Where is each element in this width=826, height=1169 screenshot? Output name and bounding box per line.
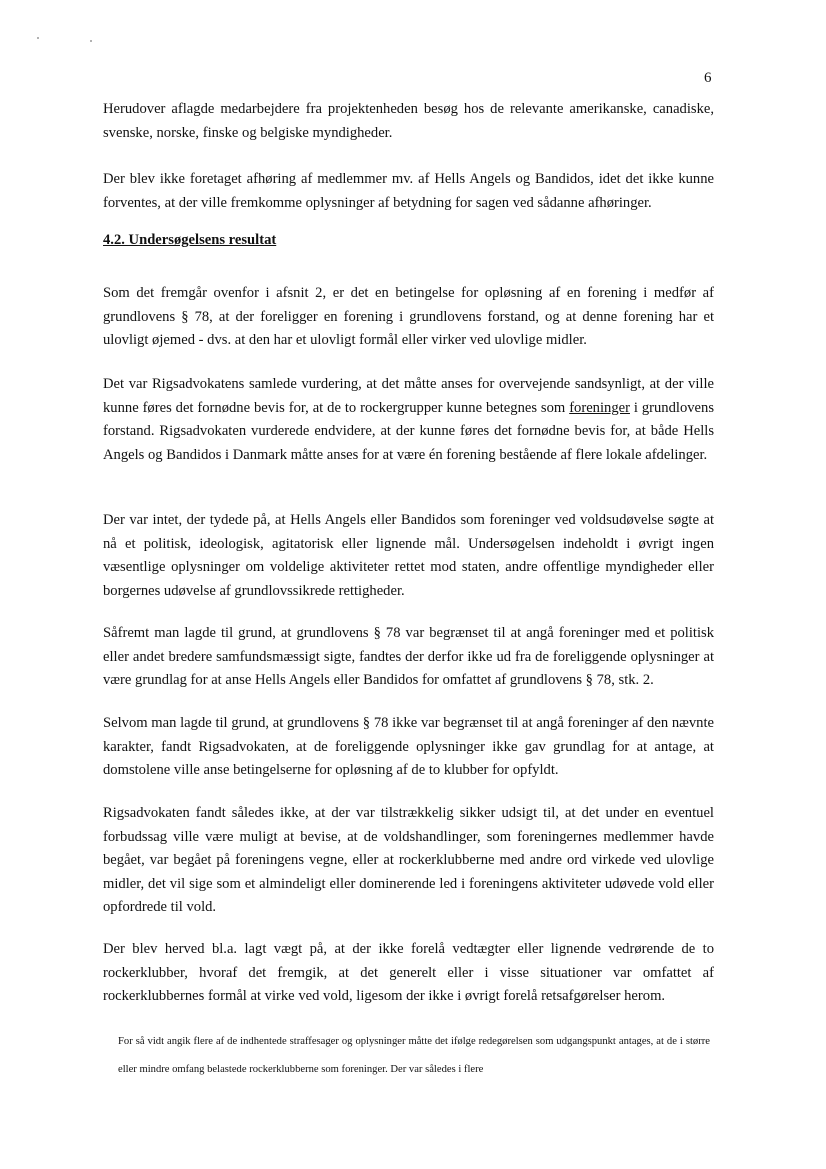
underlined-term: foreninger — [569, 399, 630, 416]
page-number: 6 — [704, 70, 712, 86]
paragraph-text: Det var Rigsadvokatens samlede vurdering, at det måtte anses for overvejende sandsynligt, at der ville kunne føres det fornødne bevis for, at de to rockergrupper kunne betegnes som — [103, 376, 714, 416]
footnote-text: For så vidt angik flere af de indhentede straffesager og oplysninger måtte det ifølge redegørelsen som udgangspunkt antages, at de i større eller mindre omfang belastede rockerklubberne som foreninger. Der var således i flere — [118, 1036, 710, 1075]
paragraph-no-interrogation: Der blev ikke foretaget afhøring af medlemmer mv. af Hells Angels og Bandidos, idet det ikke kunne forventes, at der ville fremkomme oplysninger af betydning for sagen ved sådanne afhøringer. — [103, 171, 714, 211]
paragraph-no-political-aim: Der var intet, der tydede på, at Hells Angels eller Bandidos som foreninger ved voldsudøvelse søgte at nå et politisk, ideologisk, agitatorisk eller lignende mål. Undersøgelsen indeholdt i øvrigt ingen væsentlige oplysninger om voldelige aktiviteter rettet mod staten, andre offentlige myndigheder eller borgernes udøvelse af grundlovssikrede rettigheder. — [103, 512, 714, 599]
paragraph-political-scope: Såfremt man lagde til grund, at grundlovens § 78 var begrænset til at angå foreninger med et politisk eller andet bredere samfundsmæssigt sigte, fandtes der derfor ikke ud fra de foreliggende oplysninger at være grundlag for at anse Hells Angels eller Bandidos for omfattet af grundlovens § 78, stk. 2. — [103, 625, 714, 688]
paragraph-assessment — [103, 373, 714, 467]
paragraph-evidence: Rigsadvokaten fandt således ikke, at der var tilstrækkelig sikker udsigt til, at det under en eventuel forbudssag ville være muligt at bevise, at de voldshandlinger, som foreningernes medlemmer havde begået, var begået på foreningens vegne, eller at rockerklubberne med andre ord virkede ved ulovlige midler, det vil sige som et almindeligt eller dominerende led i foreningens aktiviteter udøvede vold eller opfordrede til vold. — [103, 805, 714, 915]
paragraph-conditions: Som det fremgår ovenfor i afsnit 2, er det en betingelse for opløsning af en forening i medfør af grundlovens § 78, at der foreligger en forening i grundlovens forstand, og at denne forening har et ulovligt øjemed - dvs. at den har et ulovligt formål eller virker ved ulovlige midler. — [103, 285, 714, 348]
paragraph-no-statutes: Der blev herved bl.a. lagt vægt på, at der ikke forelå vedtægter eller lignende vedrørende de to rockerklubber, hvoraf det fremgik, at det generelt eller i visse situationer var omfattet af rockerklubbernes formål at virke ved vold, ligesom der ikke i øvrigt forelå retsafgørelser herom. — [103, 941, 714, 1004]
scan-speck — [90, 40, 92, 42]
scan-speck — [37, 37, 39, 39]
section-heading: 4.2. Undersøgelsens resultat — [103, 232, 277, 248]
paragraph-foreign-visits: Herudover aflagde medarbejdere fra projektenheden besøg hos de relevante amerikanske, canadiske, svenske, norske, finske og belgiske myndigheder. — [103, 101, 714, 141]
paragraph-text: i grundlovens forstand. Rigsadvokaten vurderede endvidere, at der kunne føres det fornødne bevis for, at både Hells Angels og Bandidos i Danmark måtte anses for at være én forening bestående af flere lokale afdelinger. — [103, 399, 714, 463]
paragraph-broader-scope: Selvom man lagde til grund, at grundlovens § 78 ikke var begrænset til at angå foreninger af den nævnte karakter, fandt Rigsadvokaten, at de foreliggende oplysninger ikke gav grundlag for at antage, at domstolene ville anse betingelserne for opløsning af de to klubber for opfyldt. — [103, 715, 714, 778]
